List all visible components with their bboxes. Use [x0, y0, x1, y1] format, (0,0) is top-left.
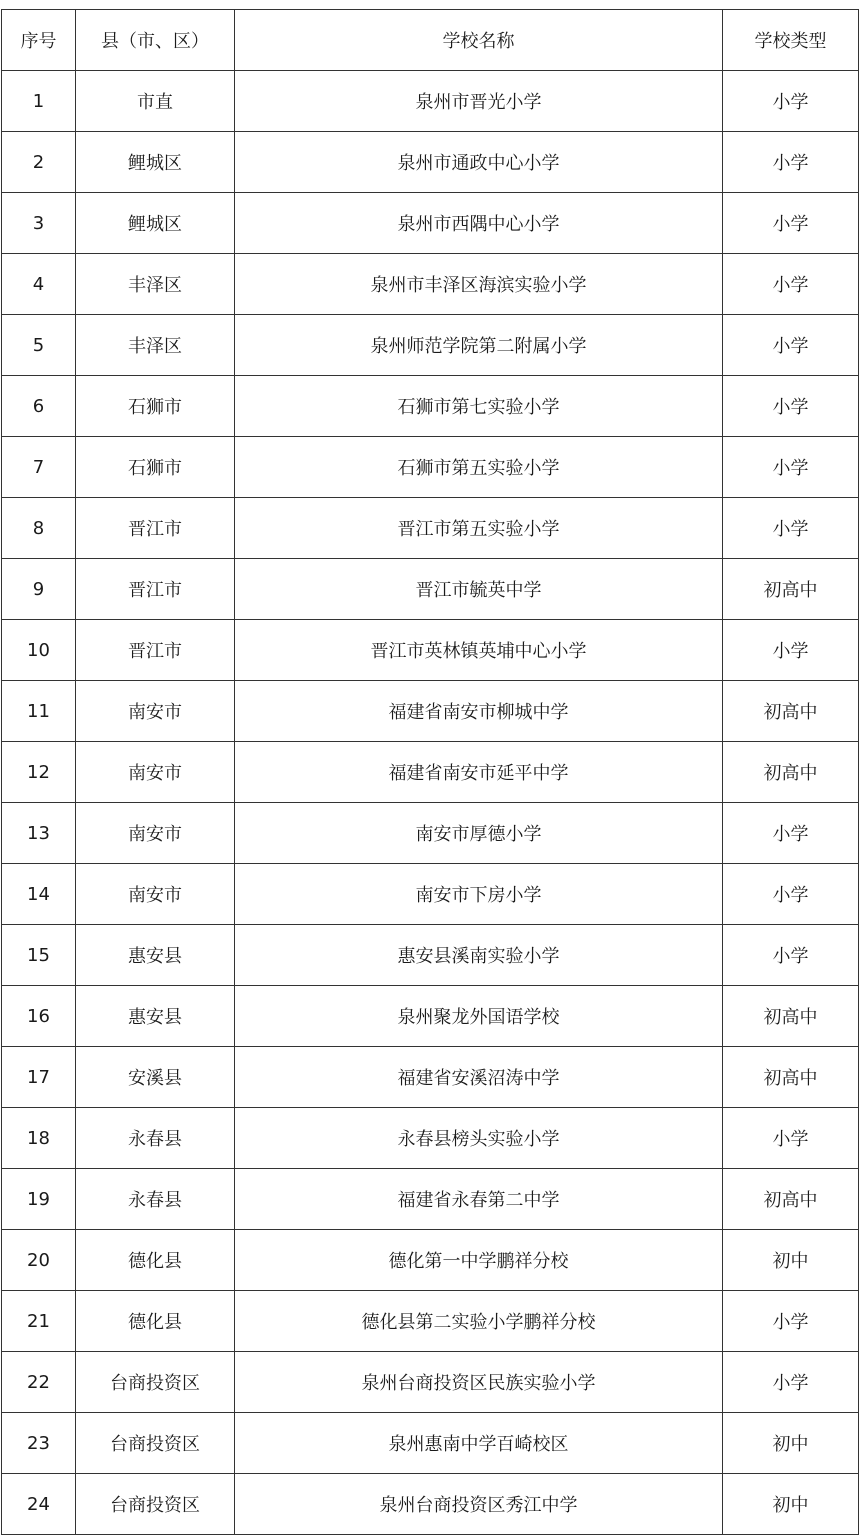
cell-no: 1	[2, 71, 76, 132]
cell-school-name: 永春县榜头实验小学	[235, 1108, 723, 1169]
cell-county: 南安市	[76, 742, 235, 803]
table-row	[2, 864, 859, 925]
cell-county: 石狮市	[76, 437, 235, 498]
cell-no: 15	[2, 925, 76, 986]
cell-school-type: 初高中	[723, 559, 859, 620]
cell-school-name: 泉州聚龙外国语学校	[235, 986, 723, 1047]
cell-school-type: 初中	[723, 1230, 859, 1291]
cell-county: 德化县	[76, 1291, 235, 1352]
cell-county: 晋江市	[76, 498, 235, 559]
cell-no: 12	[2, 742, 76, 803]
cell-county: 台商投资区	[76, 1413, 235, 1474]
cell-no: 22	[2, 1352, 76, 1413]
cell-school-name: 泉州惠南中学百崎校区	[235, 1413, 723, 1474]
cell-no: 4	[2, 254, 76, 315]
cell-county: 丰泽区	[76, 315, 235, 376]
table-row	[2, 315, 859, 376]
cell-county: 德化县	[76, 1230, 235, 1291]
cell-school-type: 小学	[723, 193, 859, 254]
cell-no: 3	[2, 193, 76, 254]
cell-school-name: 晋江市英林镇英埔中心小学	[235, 620, 723, 681]
cell-school-type: 小学	[723, 437, 859, 498]
cell-no: 7	[2, 437, 76, 498]
cell-school-type: 初高中	[723, 986, 859, 1047]
cell-school-type: 小学	[723, 498, 859, 559]
cell-county: 晋江市	[76, 559, 235, 620]
table-row	[2, 681, 859, 742]
cell-county: 台商投资区	[76, 1474, 235, 1535]
table-row	[2, 132, 859, 193]
table-row	[2, 1474, 859, 1535]
cell-county: 永春县	[76, 1169, 235, 1230]
table-row	[2, 803, 859, 864]
cell-no: 2	[2, 132, 76, 193]
cell-county: 惠安县	[76, 986, 235, 1047]
table-row	[2, 1413, 859, 1474]
cell-county: 鲤城区	[76, 132, 235, 193]
table-row	[2, 559, 859, 620]
cell-county: 丰泽区	[76, 254, 235, 315]
cell-no: 11	[2, 681, 76, 742]
cell-school-name: 泉州师范学院第二附属小学	[235, 315, 723, 376]
cell-school-type: 小学	[723, 1108, 859, 1169]
cell-school-type: 初高中	[723, 1169, 859, 1230]
cell-school-name: 泉州市丰泽区海滨实验小学	[235, 254, 723, 315]
table-row	[2, 376, 859, 437]
cell-county: 市直	[76, 71, 235, 132]
table-row	[2, 1352, 859, 1413]
cell-no: 17	[2, 1047, 76, 1108]
cell-school-name: 南安市厚德小学	[235, 803, 723, 864]
cell-county: 安溪县	[76, 1047, 235, 1108]
cell-county: 惠安县	[76, 925, 235, 986]
cell-no: 14	[2, 864, 76, 925]
cell-school-type: 小学	[723, 803, 859, 864]
cell-school-name: 南安市下房小学	[235, 864, 723, 925]
cell-no: 8	[2, 498, 76, 559]
cell-school-name: 福建省南安市延平中学	[235, 742, 723, 803]
cell-no: 5	[2, 315, 76, 376]
cell-school-type: 小学	[723, 254, 859, 315]
cell-school-name: 泉州市晋光小学	[235, 71, 723, 132]
cell-school-name: 福建省永春第二中学	[235, 1169, 723, 1230]
cell-school-type: 小学	[723, 1291, 859, 1352]
cell-school-name: 石狮市第七实验小学	[235, 376, 723, 437]
table-row	[2, 437, 859, 498]
table-header-row	[2, 10, 859, 71]
cell-county: 台商投资区	[76, 1352, 235, 1413]
table-row	[2, 71, 859, 132]
cell-no: 19	[2, 1169, 76, 1230]
cell-county: 石狮市	[76, 376, 235, 437]
cell-school-name: 德化第一中学鹏祥分校	[235, 1230, 723, 1291]
table-body	[2, 71, 859, 1535]
header-county: 县（市、区）	[76, 10, 235, 71]
cell-school-name: 泉州市通政中心小学	[235, 132, 723, 193]
cell-no: 9	[2, 559, 76, 620]
cell-no: 21	[2, 1291, 76, 1352]
cell-school-type: 小学	[723, 1352, 859, 1413]
cell-school-type: 初高中	[723, 1047, 859, 1108]
cell-county: 南安市	[76, 864, 235, 925]
table-row	[2, 254, 859, 315]
cell-school-name: 惠安县溪南实验小学	[235, 925, 723, 986]
cell-school-type: 初高中	[723, 681, 859, 742]
cell-no: 16	[2, 986, 76, 1047]
table-row	[2, 620, 859, 681]
table-row	[2, 925, 859, 986]
cell-school-type: 初中	[723, 1413, 859, 1474]
table-row	[2, 1047, 859, 1108]
cell-school-type: 小学	[723, 376, 859, 437]
cell-no: 24	[2, 1474, 76, 1535]
cell-school-type: 小学	[723, 620, 859, 681]
cell-no: 13	[2, 803, 76, 864]
cell-county: 南安市	[76, 803, 235, 864]
cell-school-type: 小学	[723, 71, 859, 132]
cell-no: 10	[2, 620, 76, 681]
table-row	[2, 1108, 859, 1169]
header-no: 序号	[2, 10, 76, 71]
table-row	[2, 742, 859, 803]
table-row	[2, 1230, 859, 1291]
cell-county: 南安市	[76, 681, 235, 742]
header-school-type: 学校类型	[723, 10, 859, 71]
cell-school-type: 小学	[723, 315, 859, 376]
table-row	[2, 498, 859, 559]
header-school-name: 学校名称	[235, 10, 723, 71]
cell-county: 晋江市	[76, 620, 235, 681]
cell-county: 永春县	[76, 1108, 235, 1169]
cell-county: 鲤城区	[76, 193, 235, 254]
cell-school-name: 泉州台商投资区民族实验小学	[235, 1352, 723, 1413]
cell-school-type: 小学	[723, 925, 859, 986]
cell-school-name: 泉州台商投资区秀江中学	[235, 1474, 723, 1535]
cell-school-name: 晋江市毓英中学	[235, 559, 723, 620]
cell-no: 23	[2, 1413, 76, 1474]
cell-school-name: 晋江市第五实验小学	[235, 498, 723, 559]
cell-school-type: 初高中	[723, 742, 859, 803]
cell-school-type: 小学	[723, 864, 859, 925]
schools-table	[1, 9, 859, 1535]
cell-no: 6	[2, 376, 76, 437]
cell-school-name: 福建省安溪沼涛中学	[235, 1047, 723, 1108]
cell-school-name: 德化县第二实验小学鹏祥分校	[235, 1291, 723, 1352]
cell-school-name: 福建省南安市柳城中学	[235, 681, 723, 742]
table-row	[2, 1291, 859, 1352]
cell-school-type: 初中	[723, 1474, 859, 1535]
table-row	[2, 986, 859, 1047]
cell-school-type: 小学	[723, 132, 859, 193]
cell-no: 18	[2, 1108, 76, 1169]
cell-school-name: 泉州市西隅中心小学	[235, 193, 723, 254]
cell-no: 20	[2, 1230, 76, 1291]
table-row	[2, 193, 859, 254]
table-row	[2, 1169, 859, 1230]
cell-school-name: 石狮市第五实验小学	[235, 437, 723, 498]
